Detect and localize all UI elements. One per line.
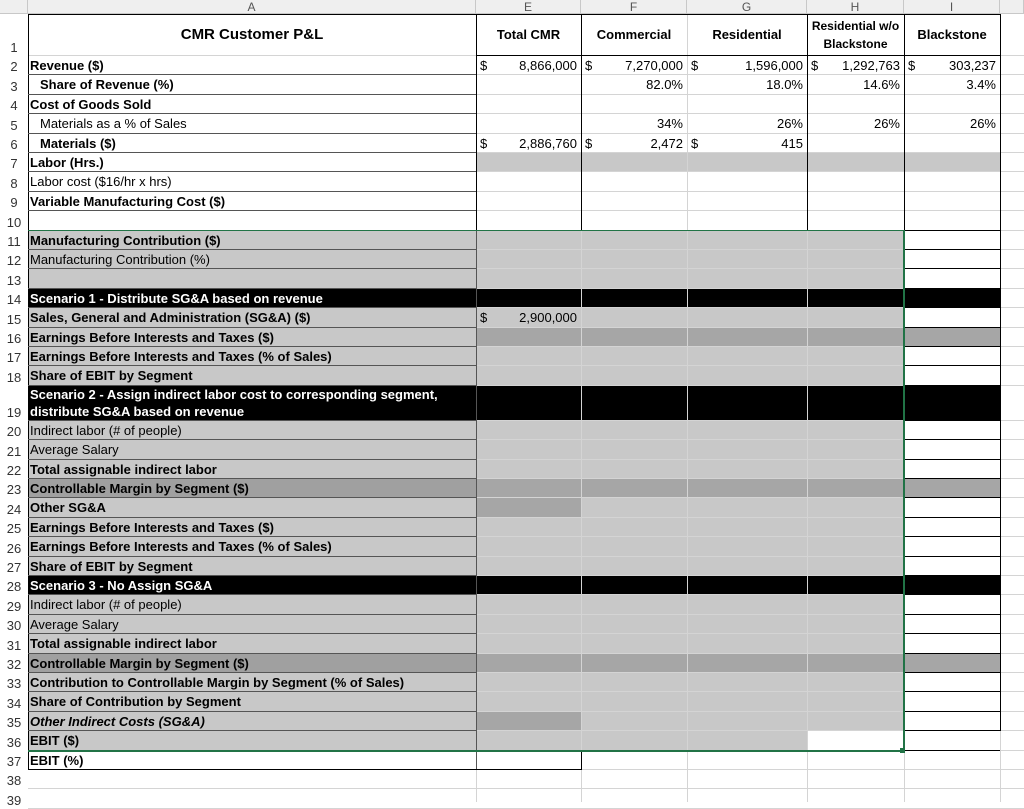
border-i-row12 [904,268,1000,269]
border-i-row16 [904,346,1000,347]
amount: 1,292,763 [842,58,900,73]
border-i-row21 [904,459,1000,460]
row-header-13[interactable] [0,269,28,288]
amount: 8,866,000 [519,58,577,73]
row-header-36[interactable] [0,731,28,750]
column-header-i[interactable]: I [904,0,1000,14]
currency-symbol: $ [585,135,593,151]
cell-sga-total[interactable] [476,308,581,327]
row-number: 13 [6,272,22,288]
label-scenario1[interactable]: Scenario 1 - Distribute SG&A based on revenue [30,290,323,306]
row-number: 38 [6,773,22,789]
row-number: 9 [10,195,18,211]
row-header-24[interactable] [0,498,28,517]
header-residential-wo-blackstone[interactable] [807,14,904,56]
label-materials[interactable]: Materials ($) [40,135,116,151]
row-number: 7 [10,156,18,172]
row-number: 3 [10,78,18,94]
row-header-30[interactable] [0,615,28,634]
label-ebit-usd-s1[interactable]: Earnings Before Interests and Taxes ($) [30,329,274,345]
header-commercial[interactable]: Commercial [596,27,672,42]
label-indirect-labor-s3[interactable]: Indirect labor (# of people) [30,597,182,613]
cell-share-residential[interactable] [687,75,807,94]
currency-symbol: $ [908,58,916,73]
row-header-33[interactable] [0,673,28,692]
cell-materials-residential[interactable] [687,134,807,153]
row-number: 20 [6,424,22,440]
scenario2-line1: Scenario 2 - Assign indirect labor cost to corresponding segment, [30,386,438,402]
row-number: 35 [6,715,22,731]
row-header-34[interactable] [0,692,28,711]
border-i-row22 [904,478,1000,479]
label-cogs[interactable]: Cost of Goods Sold [30,96,152,112]
border-i-row34 [904,711,1000,712]
border-i-row27 [904,575,1000,576]
column-header-f[interactable]: F [581,0,687,14]
border-end [1000,14,1001,731]
dark-row16 [476,328,1000,347]
amount: 1,596,000 [745,58,803,73]
border-i-row26 [904,556,1000,557]
label-labor-cost[interactable]: Labor cost ($16/hr x hrs) [30,174,172,190]
row-header-37[interactable] [0,751,28,770]
amount: 2,472 [650,135,683,151]
amount: 2,900,000 [519,310,577,326]
row-header-2[interactable] [0,56,28,75]
border-i-row36 [904,750,1000,751]
scenario2-line2: distribute SG&A based on revenue [30,403,245,419]
row-number: 17 [6,350,22,366]
row-header-38[interactable] [0,770,28,789]
label-share-ebit-s1[interactable]: Share of EBIT by Segment [30,368,193,384]
column-header-blank [1000,0,1024,14]
row-header-23[interactable] [0,479,28,498]
column-header-h[interactable]: H [807,0,904,14]
row-number: 11 [7,233,21,249]
selection-fill-handle[interactable] [900,748,905,753]
border-i-row35 [904,730,1000,731]
row-number: 32 [6,656,22,672]
row-number: 25 [6,521,22,537]
label-revenue[interactable]: Revenue ($) [30,58,104,73]
row-header-16[interactable] [0,328,28,347]
dark-e35 [476,712,581,731]
row-number: 34 [6,695,22,711]
cell-materials-total[interactable] [476,134,581,153]
currency-symbol: $ [811,58,819,73]
label-indirect-labor-s2[interactable]: Indirect labor (# of people) [30,422,182,438]
border-f-low [581,751,582,770]
label-total-indirect-s3[interactable]: Total assignable indirect labor [30,636,217,652]
value: 26% [873,116,900,132]
value: 3.4% [966,77,996,93]
row-header-20[interactable] [0,421,28,440]
currency-symbol: $ [585,58,593,73]
row-header-14[interactable] [0,289,28,308]
value: 34% [656,116,683,132]
row-header-31[interactable] [0,634,28,653]
row-header-17[interactable] [0,347,28,366]
row-number: 36 [6,734,22,750]
label-controllable-margin-s3[interactable]: Controllable Margin by Segment ($) [30,655,249,671]
value: 26% [776,116,803,132]
white-h36 [807,731,904,750]
row-header-26[interactable] [0,537,28,556]
row-number: 2 [10,59,18,75]
cell-revenue-blackstone[interactable] [904,56,1000,75]
label-variable-mfg-cost[interactable]: Variable Manufacturing Cost ($) [30,193,226,209]
currency-symbol: $ [480,310,488,326]
row-number: 31 [6,637,22,653]
row-header-39[interactable] [0,789,28,808]
header-res-line1: Residential w/o [811,19,900,33]
border-i-row30 [904,633,1000,634]
border-i-row17 [904,365,1000,366]
label-share-ebit-s2[interactable]: Share of EBIT by Segment [30,558,193,574]
label-share-contribution[interactable]: Share of Contribution by Segment [30,694,241,710]
row-number: 14 [6,292,22,308]
value: 18.0% [766,77,803,93]
border-i-row11 [904,249,1000,250]
label-scenario3[interactable]: Scenario 3 - No Assign SG&A [30,578,213,593]
row-number: 33 [6,676,22,692]
border-i-row31 [904,653,1000,654]
label-avg-salary-s3[interactable]: Average Salary [30,616,119,632]
sheet-title[interactable]: CMR Customer P&L [180,26,324,43]
amount: 7,270,000 [625,58,683,73]
label-total-indirect-s2[interactable]: Total assignable indirect labor [30,461,217,477]
cell-matpct-res-wo[interactable] [807,114,904,133]
label-other-sga[interactable]: Other SG&A [30,500,106,516]
amount: 303,237 [949,58,996,73]
row-header-15[interactable] [0,308,28,327]
border-i-row33 [904,691,1000,692]
value: 14.6% [863,77,900,93]
column-header-a[interactable]: A [28,0,476,14]
border-i-row29 [904,614,1000,615]
row-number: 15 [6,311,22,327]
cell-matpct-commercial[interactable] [581,114,687,133]
row-number: 10 [6,214,22,230]
row-number: 21 [6,443,22,459]
row-header-25[interactable] [0,518,28,537]
label-ebit-usd-s3[interactable]: EBIT ($) [30,733,80,749]
row-header-10[interactable] [0,211,28,230]
border-i-row18 [904,385,1000,386]
row-number: 12 [6,253,22,269]
row-number: 29 [6,598,22,614]
row-number: 39 [6,792,22,808]
cell-share-commercial[interactable] [581,75,687,94]
row-number: 19 [6,404,22,420]
label-share-of-revenue[interactable]: Share of Revenue (%) [40,77,174,93]
row-header-4[interactable] [0,95,28,114]
header-total-cmr[interactable]: Total CMR [496,27,561,42]
label-other-indirect[interactable]: Other Indirect Costs (SG&A) [30,713,205,729]
row-number: 8 [10,175,18,191]
cell-revenue-commercial[interactable] [581,56,687,75]
gridline-h38 [28,788,1024,789]
border-i-row25 [904,536,1000,537]
column-header-e[interactable]: E [476,0,581,14]
row-header-19[interactable] [0,386,28,421]
border-i-row13 [904,288,1000,289]
row-number: 27 [6,559,22,575]
row-number: 37 [6,753,22,769]
label-avg-salary-s2[interactable]: Average Salary [30,442,119,458]
cell-share-res-wo[interactable] [807,75,904,94]
row-number: 23 [6,482,22,498]
currency-symbol: $ [691,135,699,151]
label-ebit-pct-s1[interactable]: Earnings Before Interests and Taxes (% of Sales) [30,349,332,364]
border-i-row28 [904,594,1000,595]
currency-symbol: $ [480,58,488,73]
border-i-row19 [904,420,1000,421]
label-sga[interactable]: Sales, General and Administration (SG&A) ($) [30,310,311,326]
row-number: 22 [6,462,22,478]
dark-row32 [476,654,1000,673]
row-header-1[interactable] [0,14,28,56]
row-number: 5 [10,117,18,133]
value: 26% [969,116,996,132]
currency-symbol: $ [691,58,699,73]
row-number: 6 [10,136,18,152]
row-header-8[interactable] [0,172,28,191]
row7-shade [476,153,1000,172]
row-number: 26 [6,540,22,556]
label-materials-pct[interactable]: Materials as a % of Sales [40,116,187,132]
row-number: 24 [6,501,22,517]
header-residential[interactable]: Residential [712,27,782,42]
column-header-g[interactable]: G [687,0,807,14]
select-all-corner[interactable] [0,0,28,14]
row-number: 4 [10,98,18,114]
dark-row23 [476,479,1000,498]
row-header-28[interactable] [0,576,28,595]
row-number: 18 [6,369,22,385]
border-i-row14 [904,307,1000,308]
cell-matpct-residential[interactable] [687,114,807,133]
cell-materials-commercial[interactable] [581,134,687,153]
label-scenario2[interactable] [28,386,476,421]
selection-right [903,230,905,751]
border-i-row24 [904,517,1000,518]
cell-revenue-total[interactable] [476,56,581,75]
border-i-row23 [904,497,1000,498]
label-ebit-pct-s2[interactable]: Earnings Before Interests and Taxes (% of Sales) [30,539,332,555]
row-header-5[interactable] [0,114,28,133]
row-header-11[interactable] [0,231,28,250]
row-header-9[interactable] [0,192,28,211]
label-labor-hrs[interactable]: Labor (Hrs.) [30,155,104,170]
row-number: 1 [10,40,18,55]
border-i-row15 [904,327,1000,328]
cell-revenue-res-wo[interactable] [807,56,904,75]
header-blackstone[interactable]: Blackstone [917,27,987,42]
row-header-12[interactable] [0,250,28,269]
row-number: 30 [6,618,22,634]
cell-matpct-blackstone[interactable] [904,114,1000,133]
label-controllable-margin-s2[interactable]: Controllable Margin by Segment ($) [30,481,249,496]
currency-symbol: $ [480,135,488,151]
amount: 415 [781,135,803,151]
row-header-6[interactable] [0,134,28,153]
border-i-row20 [904,439,1000,440]
row-header-3[interactable] [0,75,28,94]
border-i-row32 [904,672,1000,673]
cell-share-blackstone[interactable] [904,75,1000,94]
border-row10-right [904,230,1000,231]
row-header-29[interactable] [0,595,28,614]
label-mfg-contribution[interactable]: Manufacturing Contribution ($) [30,232,221,248]
row-header-22[interactable] [0,460,28,479]
label-contribution-pct[interactable]: Contribution to Controllable Margin by Segment (% of Sales) [30,675,405,690]
row-header-18[interactable] [0,366,28,385]
row-number: 28 [6,579,22,595]
row-header-32[interactable] [0,654,28,673]
row-header-27[interactable] [0,557,28,576]
row-header-7[interactable] [0,153,28,172]
value: 82.0% [646,77,683,93]
row-header-21[interactable] [0,440,28,459]
row-header-35[interactable] [0,712,28,731]
dark-e24 [476,498,581,517]
label-ebit-usd-s2[interactable]: Earnings Before Interests and Taxes ($) [30,519,274,535]
header-res-line2: Blackstone [823,37,888,51]
row-number: 16 [6,330,22,346]
label-mfg-contribution-pct[interactable]: Manufacturing Contribution (%) [30,252,210,267]
cell-revenue-residential[interactable] [687,56,807,75]
label-ebit-pct-s3[interactable]: EBIT (%) [30,752,84,768]
amount: 2,886,760 [519,135,577,151]
